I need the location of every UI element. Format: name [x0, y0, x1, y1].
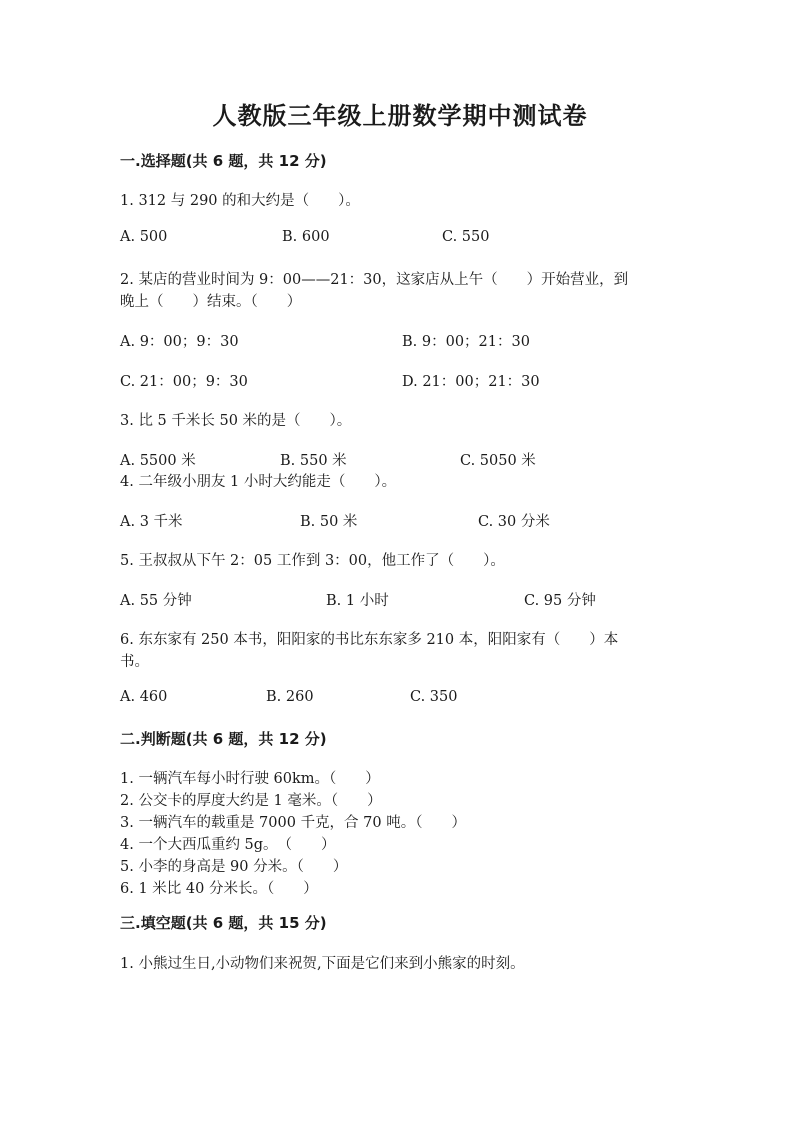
section-heading-judgement: 二.判断题(共 6 题，共 12 分) [120, 730, 327, 748]
question-5: 5. 王叔叔从下午 2：05 工作到 3：00，他工作了（ ）。 [120, 553, 505, 569]
q4-option-a: A. 3 千米 [120, 514, 183, 530]
q5-option-a: A. 55 分钟 [120, 593, 192, 609]
q5-option-b: B. 1 小时 [326, 593, 389, 609]
question-2-line-1: 2. 某店的营业时间为 9：00——21：30，这家店从上午（ ）开始营业，到 [120, 272, 629, 288]
judgement-item-3: 3. 一辆汽车的载重是 7000 千克，合 70 吨。（ ） [120, 815, 466, 831]
question-6-line-2: 书。 [120, 654, 149, 670]
judgement-item-2: 2. 公交卡的厚度大约是 1 毫米。（ ） [120, 793, 382, 809]
judgement-item-1: 1. 一辆汽车每小时行驶 60km。（ ） [120, 771, 380, 787]
q2-option-c: C. 21：00；9：30 [120, 374, 248, 390]
fill-blank-question-1: 1. 小熊过生日,小动物们来祝贺,下面是它们来到小熊家的时刻。 [120, 956, 525, 972]
question-3: 3. 比 5 千米长 50 米的是（ ）。 [120, 413, 352, 429]
question-4: 4. 二年级小朋友 1 小时大约能走（ ）。 [120, 474, 397, 490]
q6-option-a: A. 460 [120, 689, 168, 705]
section-heading-choice: 一.选择题(共 6 题，共 12 分) [120, 152, 327, 170]
judgement-item-4: 4. 一个大西瓜重约 5g。 （ ） [120, 837, 336, 853]
q3-option-a: A. 5500 米 [120, 453, 196, 469]
q1-option-c: C. 550 [442, 229, 490, 245]
judgement-item-5: 5. 小李的身高是 90 分米。（ ） [120, 859, 348, 875]
q2-option-d: D. 21：00；21：30 [402, 374, 540, 390]
q4-option-b: B. 50 米 [300, 514, 358, 530]
q2-option-b: B. 9：00；21：30 [402, 334, 530, 350]
question-1: 1. 312 与 290 的和大约是（ ）。 [120, 193, 360, 209]
q6-option-c: C. 350 [410, 689, 458, 705]
question-6-line-1: 6. 东东家有 250 本书，阳阳家的书比东东家多 210 本，阳阳家有（ ）本 [120, 632, 619, 648]
judgement-item-6: 6. 1 米比 40 分米长。（ ） [120, 881, 318, 897]
section-heading-fill-blank: 三.填空题(共 6 题，共 15 分) [120, 914, 327, 932]
q2-option-a: A. 9：00；9：30 [120, 334, 239, 350]
q3-option-b: B. 550 米 [280, 453, 347, 469]
q3-option-c: C. 5050 米 [460, 453, 536, 469]
q6-option-b: B. 260 [266, 689, 314, 705]
q1-option-a: A. 500 [120, 229, 168, 245]
q4-option-c: C. 30 分米 [478, 514, 550, 530]
question-2-line-2: 晚上（ ）结束。（ ） [120, 294, 302, 310]
page-title: 人教版三年级上册数学期中测试卷 [212, 102, 588, 130]
q5-option-c: C. 95 分钟 [524, 593, 596, 609]
q1-option-b: B. 600 [282, 229, 330, 245]
